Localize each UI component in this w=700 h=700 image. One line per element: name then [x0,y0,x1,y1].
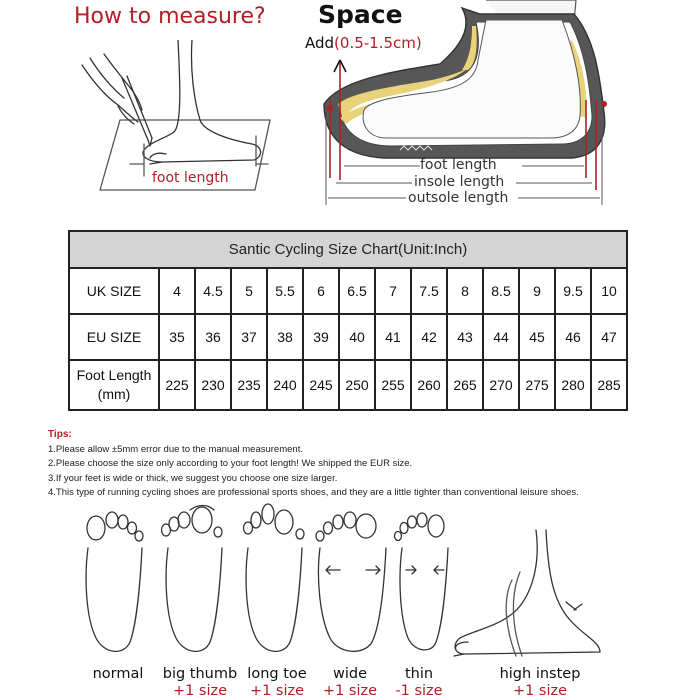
eu-size-row [69,314,627,360]
foot-length-label: foot length [152,170,229,186]
foot-type-label-wide: wide [332,666,367,682]
foot-length-cell: 265 [447,360,483,410]
uk-size-cell: 6 [303,268,339,314]
tip-line: 4.This type of running cycling shoes are professional sports shoes, and they are a little tighter than conventional leisure shoes. [48,487,579,498]
foot-length-cell: 280 [555,360,591,410]
uk-size-cell: 7 [375,268,411,314]
foot-type-adjust-long-toe: +1 size [249,683,305,699]
eu-size-cell: 39 [303,314,339,360]
eu-size-cell: 35 [159,314,195,360]
shoe-insole-length-label: insole length [414,174,505,190]
tips-title: Tips: [48,429,72,440]
big-thumb-foot-icon [162,506,223,652]
eu-size-cell: 47 [591,314,627,360]
tip-line: 2.Please choose the size only according to your foot length! We shipped the EUR size. [48,458,413,469]
foot-type-adjust-thin: -1 size [395,683,443,699]
foot-type-adjust-high-instep: +1 size [512,683,568,699]
foot-length-cell: 235 [231,360,267,410]
uk-size-cell: 4 [159,268,195,314]
eu-size-cell: 41 [375,314,411,360]
foot-length-cell: 230 [195,360,231,410]
size-chart-title: Santic Cycling Size Chart(Unit:Inch) [69,231,627,268]
thin-foot-icon [395,513,449,650]
uk-size-cell: 5.5 [267,268,303,314]
uk-size-label: UK SIZE [69,268,159,314]
foot-length-mm-label [69,360,159,410]
size-chart-table [68,230,628,411]
normal-foot-icon [86,512,143,651]
eu-size-cell: 45 [519,314,555,360]
space-title: Space [318,0,403,29]
uk-size-cell: 4.5 [195,268,231,314]
foot-length-cell: 285 [591,360,627,410]
uk-size-cell: 10 [591,268,627,314]
foot-type-label-normal: normal [92,666,144,682]
tip-line: 3.If your feet is wide or thick, we suggest you choose one size larger. [48,472,338,484]
uk-size-cell: 6.5 [339,268,375,314]
foot-type-label-thin: thin [404,666,434,682]
foot-length-cell: 275 [519,360,555,410]
shoe-foot-length-label: foot length [420,157,497,173]
uk-size-cell: 9.5 [555,268,591,314]
eu-size-cell: 40 [339,314,375,360]
long-toe-foot-icon [244,504,305,651]
uk-size-cell: 7.5 [411,268,447,314]
foot-length-cell: 225 [159,360,195,410]
uk-size-cell: 9 [519,268,555,314]
how-to-measure-title: How to measure? [74,4,266,29]
tip-line: 1.Please allow ±5mm error due to the manual measurement. [48,443,303,455]
shoe-outsole-length-label: outsole length [408,190,509,206]
uk-size-cell: 8.5 [483,268,519,314]
foot-length-cell: 250 [339,360,375,410]
uk-size-cell: 5 [231,268,267,314]
eu-size-cell: 46 [555,314,591,360]
uk-size-cell: 8 [447,268,483,314]
wide-foot-icon [316,512,386,651]
foot-length-cell: 245 [303,360,339,410]
foot-length-cell: 255 [375,360,411,410]
foot-length-cell: 260 [411,360,447,410]
eu-size-cell: 43 [447,314,483,360]
foot-type-label-high-instep: high instep [499,666,581,682]
tips-section [48,428,688,501]
foot-types-illustration [0,500,700,660]
eu-size-cell: 37 [231,314,267,360]
foot-length-cell: 240 [267,360,303,410]
foot-length-cell: 270 [483,360,519,410]
foot-length-label-line2: (mm) [97,386,131,402]
eu-size-cell: 36 [195,314,231,360]
foot-type-adjust-wide: +1 size [322,683,378,699]
eu-size-cell: 42 [411,314,447,360]
foot-type-adjust-big-thumb: +1 size [172,683,228,699]
foot-length-label-line1: Foot Length [76,367,152,383]
eu-size-cell: 38 [267,314,303,360]
foot-type-label-long-toe: long toe [247,666,307,682]
uk-size-row [69,268,627,314]
foot-length-row [69,360,627,410]
foot-type-label-big-thumb: big thumb [162,666,238,682]
eu-size-label: EU SIZE [69,314,159,360]
add-range: (0.5-1.5cm) [334,34,422,52]
high-instep-foot-icon [454,530,600,656]
add-prefix: Add [305,34,335,52]
eu-size-cell: 44 [483,314,519,360]
